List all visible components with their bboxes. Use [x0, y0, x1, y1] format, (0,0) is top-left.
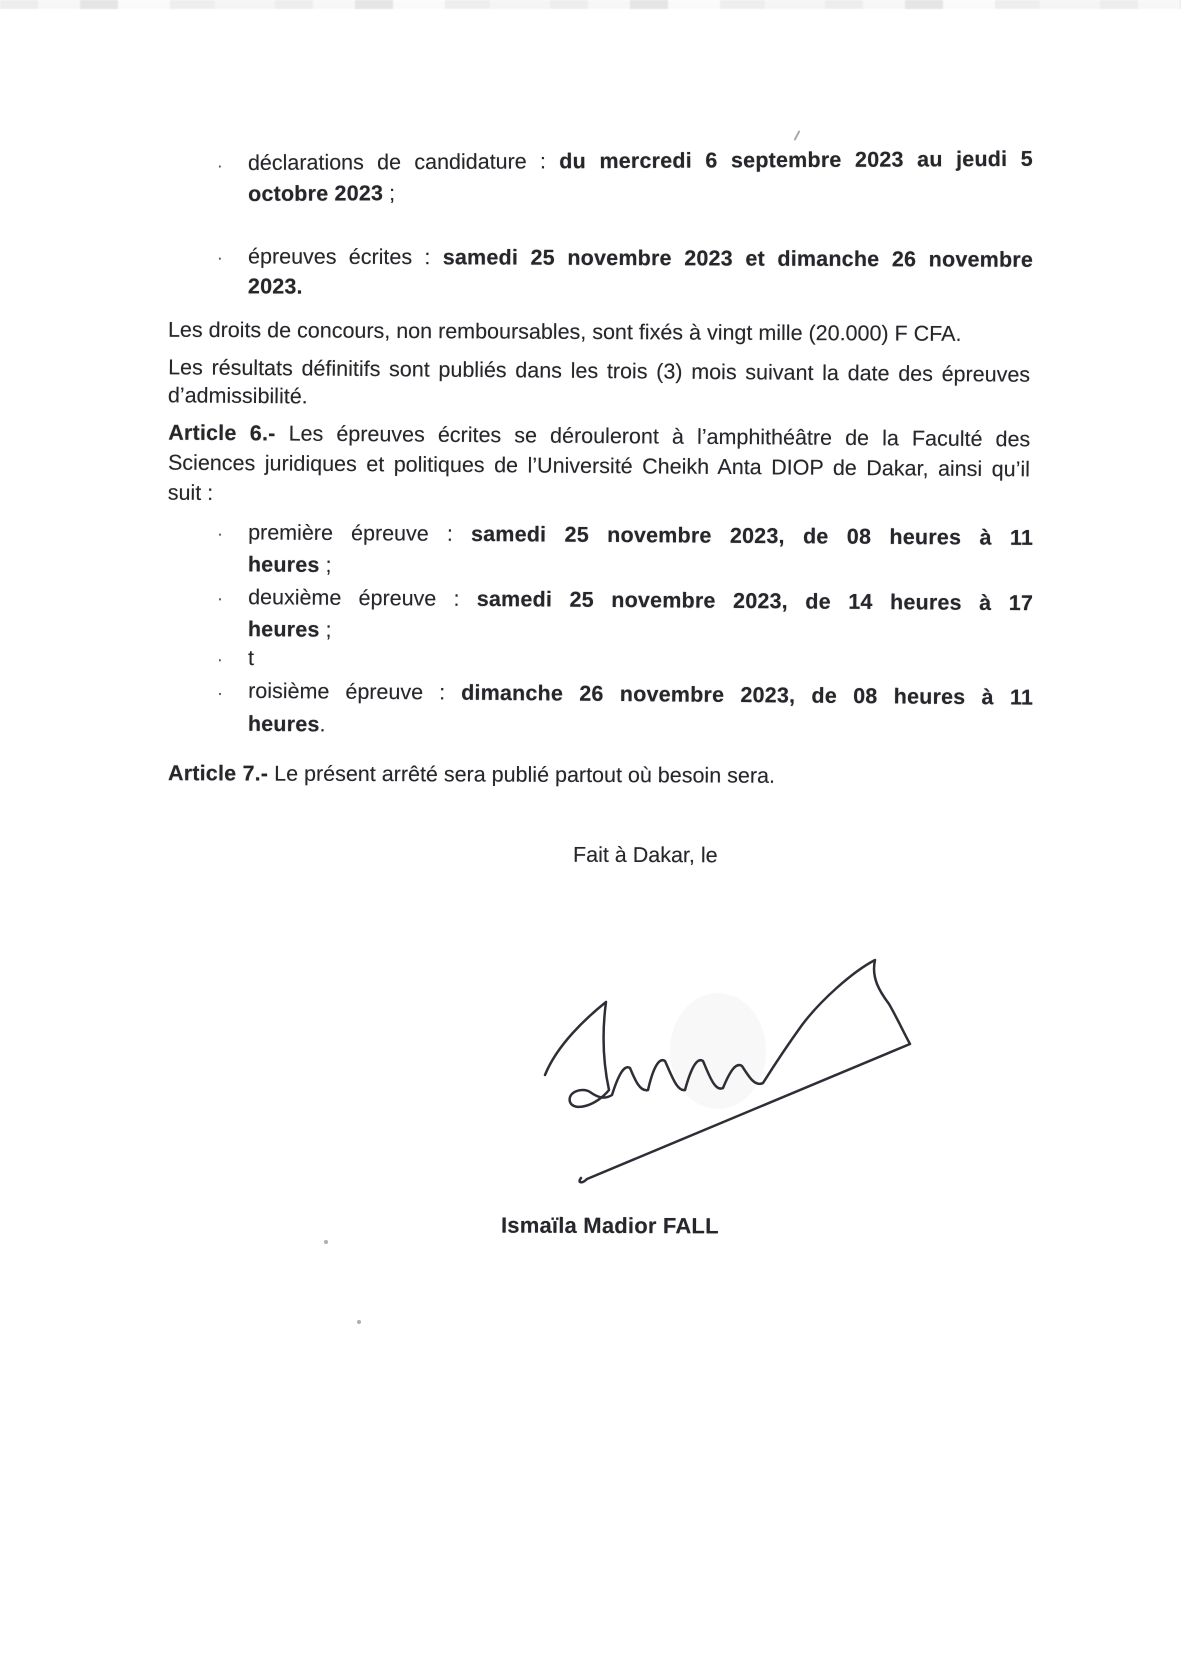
- scan-smudge: [670, 993, 766, 1109]
- bullet-marker: ·: [217, 683, 223, 703]
- paragraph-results: Les résultats définitifs sont publiés dans les trois (3) mois suivant la date des épreuves d’admissibilité.: [167, 355, 1031, 409]
- bullet-item-troisieme-epreuve: [205, 674, 1034, 747]
- bullet-item-deuxieme-epreuve: [205, 581, 1033, 652]
- scan-artifact-strip: [0, 0, 1181, 9]
- bullet-text: épreuves écrites : samedi 25 novembre 2023 et dimanche 26 novembre 2023.: [247, 244, 1034, 299]
- article-6-paragraph: Article 6.- Les épreuves écrites se dérouleront à l’amphithéâtre de la Faculté des Sciences juridiques et politiques de l’Université Cheikh Anta DIOP de Dakar, ainsi qu’il suit :: [167, 420, 1031, 505]
- bullet-item-premiere-epreuve: [205, 516, 1033, 586]
- signatory-name: Ismaïla Madior FALL: [500, 1212, 719, 1239]
- scan-speck: [357, 1320, 361, 1324]
- bullet-text: t: [247, 646, 255, 671]
- scan-speck-tick: [794, 130, 801, 141]
- bullet-marker: ·: [216, 649, 223, 669]
- scan-speck: [324, 1240, 328, 1244]
- handwritten-signature: [530, 940, 930, 1195]
- bullet-text: deuxième épreuve : samedi 25 novembre 2023, de 14 heures à 17 heures ;: [247, 585, 1034, 642]
- closing-place-line: Fait à Dakar, le: [572, 842, 718, 868]
- bullet-item-candidature: [205, 144, 1033, 210]
- paragraph-fees: Les droits de concours, non remboursables, sont fixés à vingt mille (20.000) F CFA.: [167, 317, 962, 346]
- bullet-item-epreuves-ecrites: [205, 241, 1033, 305]
- bullet-text: déclarations de candidature : du mercredi 6 septembre 2023 au jeudi 5 octobre 2023 ;: [247, 146, 1033, 206]
- bullet-marker: ·: [217, 588, 223, 608]
- bullet-marker: ·: [217, 248, 223, 268]
- article-7-paragraph: Article 7.- Le présent arrêté sera publié partout où besoin sera.: [167, 761, 776, 788]
- bullet-marker: ·: [216, 156, 223, 176]
- bullet-marker: ·: [217, 524, 223, 544]
- bullet-text: première épreuve : samedi 25 novembre 2023, de 08 heures à 11 heures ;: [247, 520, 1034, 577]
- bullet-item-stray-t: [205, 645, 1033, 677]
- bullet-text: roisième épreuve : dimanche 26 novembre 2023, de 08 heures à 11 heures.: [247, 678, 1034, 737]
